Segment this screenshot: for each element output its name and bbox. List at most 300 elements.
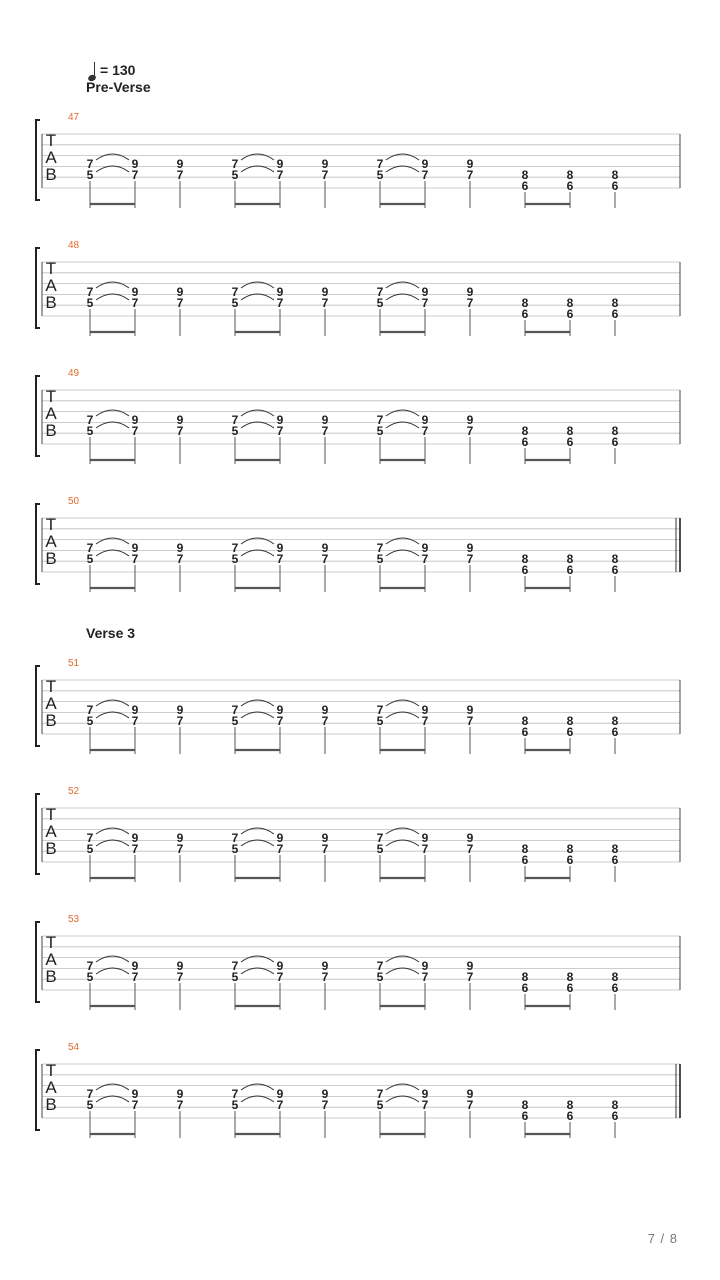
fret-number: 7 xyxy=(276,424,284,438)
fret-number: 7 xyxy=(376,285,384,299)
measure-number: 47 xyxy=(68,112,80,123)
tab-clef-letter: A xyxy=(45,694,57,713)
fret-number: 6 xyxy=(611,981,619,995)
fret-number: 7 xyxy=(131,842,139,856)
fret-number: 6 xyxy=(566,725,574,739)
tab-clef-letter: T xyxy=(45,259,57,278)
slur-arc-upper xyxy=(386,700,419,706)
fret-number: 6 xyxy=(611,1109,619,1123)
fret-number: 9 xyxy=(421,1087,429,1101)
fret-number: 8 xyxy=(521,296,529,310)
fret-number: 6 xyxy=(611,725,619,739)
fret-number: 9 xyxy=(466,831,474,845)
fret-number: 6 xyxy=(566,435,574,449)
tab-clef-letter: T xyxy=(45,387,57,406)
slur-arc-lower xyxy=(96,968,129,974)
fret-number: 9 xyxy=(131,541,139,555)
fret-number: 7 xyxy=(131,714,139,728)
tab-system xyxy=(0,108,720,208)
fret-number: 5 xyxy=(86,552,94,566)
tab-system xyxy=(0,1038,720,1138)
tab-system xyxy=(0,364,720,464)
slur-arc-lower xyxy=(386,166,419,172)
measure-number: 53 xyxy=(68,914,80,925)
fret-number: 6 xyxy=(521,981,529,995)
tab-system xyxy=(0,910,720,1010)
slur-arc-lower xyxy=(96,294,129,300)
slur-arc-lower xyxy=(386,712,419,718)
fret-number: 7 xyxy=(321,714,329,728)
fret-number: 7 xyxy=(176,1098,184,1112)
fret-number: 5 xyxy=(376,1098,384,1112)
fret-number: 9 xyxy=(131,959,139,973)
fret-number: 5 xyxy=(231,168,239,182)
fret-number: 7 xyxy=(86,541,94,555)
fret-number: 7 xyxy=(376,1087,384,1101)
fret-number: 7 xyxy=(276,714,284,728)
fret-number: 8 xyxy=(566,168,574,182)
fret-number: 7 xyxy=(86,413,94,427)
slur-arc-lower xyxy=(96,712,129,718)
fret-number: 7 xyxy=(176,424,184,438)
tab-staff xyxy=(0,654,720,754)
fret-number: 5 xyxy=(376,714,384,728)
slur-arc-upper xyxy=(241,282,274,288)
fret-number: 6 xyxy=(521,435,529,449)
fret-number: 7 xyxy=(466,714,474,728)
fret-number: 9 xyxy=(321,413,329,427)
fret-number: 9 xyxy=(276,285,284,299)
fret-number: 7 xyxy=(466,1098,474,1112)
fret-number: 5 xyxy=(231,296,239,310)
tempo-value: = 130 xyxy=(100,62,136,78)
fret-number: 6 xyxy=(566,981,574,995)
system-bracket xyxy=(36,794,40,874)
fret-number: 7 xyxy=(376,703,384,717)
fret-number: 7 xyxy=(86,831,94,845)
tab-clef-letter: A xyxy=(45,532,57,551)
fret-number: 7 xyxy=(276,1098,284,1112)
system-bracket xyxy=(36,120,40,200)
tab-clef-letter: A xyxy=(45,148,57,167)
fret-number: 7 xyxy=(131,424,139,438)
system-bracket xyxy=(36,666,40,746)
tab-system xyxy=(0,654,720,754)
tab-staff xyxy=(0,108,720,208)
fret-number: 9 xyxy=(176,831,184,845)
slur-arc-upper xyxy=(386,282,419,288)
fret-number: 9 xyxy=(176,285,184,299)
fret-number: 5 xyxy=(376,296,384,310)
fret-number: 7 xyxy=(231,959,239,973)
tab-clef-letter: T xyxy=(45,933,57,952)
slur-arc-upper xyxy=(241,410,274,416)
slur-arc-upper xyxy=(96,410,129,416)
fret-number: 9 xyxy=(421,413,429,427)
slur-arc-lower xyxy=(241,294,274,300)
fret-number: 9 xyxy=(421,541,429,555)
tab-clef-letter: T xyxy=(45,805,57,824)
fret-number: 9 xyxy=(176,157,184,171)
fret-number: 7 xyxy=(321,552,329,566)
fret-number: 8 xyxy=(566,842,574,856)
slur-arc-upper xyxy=(241,956,274,962)
tab-clef-letter: A xyxy=(45,276,57,295)
fret-number: 7 xyxy=(466,168,474,182)
fret-number: 8 xyxy=(611,970,619,984)
slur-arc-lower xyxy=(386,294,419,300)
tab-clef-letter: B xyxy=(45,421,57,440)
slur-arc-upper xyxy=(386,538,419,544)
tab-clef-letter: A xyxy=(45,1078,57,1097)
fret-number: 7 xyxy=(421,552,429,566)
measure-number: 49 xyxy=(68,368,80,379)
tab-staff xyxy=(0,910,720,1010)
fret-number: 9 xyxy=(421,157,429,171)
fret-number: 7 xyxy=(131,296,139,310)
slur-arc-upper xyxy=(386,828,419,834)
fret-number: 7 xyxy=(466,424,474,438)
fret-number: 9 xyxy=(321,157,329,171)
fret-number: 7 xyxy=(421,714,429,728)
fret-number: 9 xyxy=(276,541,284,555)
fret-number: 9 xyxy=(321,831,329,845)
slur-arc-upper xyxy=(241,1084,274,1090)
fret-number: 7 xyxy=(321,970,329,984)
fret-number: 9 xyxy=(466,157,474,171)
fret-number: 8 xyxy=(611,168,619,182)
slur-arc-lower xyxy=(96,422,129,428)
fret-number: 8 xyxy=(611,1098,619,1112)
fret-number: 9 xyxy=(276,703,284,717)
slur-arc-lower xyxy=(241,968,274,974)
slur-arc-lower xyxy=(386,550,419,556)
fret-number: 5 xyxy=(376,842,384,856)
fret-number: 5 xyxy=(86,970,94,984)
fret-number: 6 xyxy=(611,179,619,193)
measure-number: 51 xyxy=(68,658,80,669)
fret-number: 8 xyxy=(521,424,529,438)
tab-clef-letter: B xyxy=(45,293,57,312)
fret-number: 7 xyxy=(176,168,184,182)
slur-arc-lower xyxy=(386,840,419,846)
measure-number: 54 xyxy=(68,1042,80,1053)
system-bracket xyxy=(36,922,40,1002)
measure-number: 48 xyxy=(68,240,80,251)
fret-number: 8 xyxy=(566,714,574,728)
fret-number: 5 xyxy=(231,714,239,728)
tab-system xyxy=(0,236,720,336)
fret-number: 8 xyxy=(611,714,619,728)
slur-arc-lower xyxy=(96,1096,129,1102)
fret-number: 5 xyxy=(376,168,384,182)
fret-number: 9 xyxy=(421,831,429,845)
fret-number: 8 xyxy=(611,424,619,438)
fret-number: 8 xyxy=(566,970,574,984)
slur-arc-lower xyxy=(241,422,274,428)
fret-number: 9 xyxy=(176,959,184,973)
fret-number: 7 xyxy=(86,959,94,973)
fret-number: 9 xyxy=(276,413,284,427)
slur-arc-lower xyxy=(96,166,129,172)
slur-arc-upper xyxy=(96,154,129,160)
fret-number: 9 xyxy=(466,285,474,299)
tab-system xyxy=(0,492,720,592)
fret-number: 9 xyxy=(176,413,184,427)
slur-arc-upper xyxy=(386,956,419,962)
fret-number: 7 xyxy=(276,296,284,310)
fret-number: 7 xyxy=(86,157,94,171)
fret-number: 5 xyxy=(86,296,94,310)
fret-number: 9 xyxy=(131,157,139,171)
fret-number: 7 xyxy=(131,168,139,182)
fret-number: 7 xyxy=(176,714,184,728)
tab-clef-letter: T xyxy=(45,131,57,150)
slur-arc-upper xyxy=(96,282,129,288)
fret-number: 7 xyxy=(231,703,239,717)
fret-number: 8 xyxy=(521,168,529,182)
fret-number: 9 xyxy=(321,541,329,555)
fret-number: 8 xyxy=(566,424,574,438)
measure-number: 52 xyxy=(68,786,80,797)
tab-clef-letter: B xyxy=(45,165,57,184)
tab-staff xyxy=(0,364,720,464)
fret-number: 5 xyxy=(86,1098,94,1112)
fret-number: 6 xyxy=(566,1109,574,1123)
tab-staff xyxy=(0,1038,720,1138)
fret-number: 7 xyxy=(231,285,239,299)
fret-number: 7 xyxy=(466,842,474,856)
fret-number: 5 xyxy=(231,424,239,438)
fret-number: 9 xyxy=(276,959,284,973)
fret-number: 9 xyxy=(466,1087,474,1101)
slur-arc-lower xyxy=(386,422,419,428)
fret-number: 7 xyxy=(231,541,239,555)
fret-number: 5 xyxy=(231,842,239,856)
fret-number: 9 xyxy=(321,1087,329,1101)
slur-arc-lower xyxy=(241,840,274,846)
fret-number: 7 xyxy=(321,168,329,182)
fret-number: 9 xyxy=(466,541,474,555)
system-bracket xyxy=(36,1050,40,1130)
tab-staff xyxy=(0,492,720,592)
fret-number: 9 xyxy=(131,285,139,299)
slur-arc-upper xyxy=(386,154,419,160)
fret-number: 9 xyxy=(276,1087,284,1101)
slur-arc-lower xyxy=(386,968,419,974)
fret-number: 7 xyxy=(376,831,384,845)
system-bracket xyxy=(36,248,40,328)
fret-number: 7 xyxy=(276,970,284,984)
fret-number: 6 xyxy=(566,307,574,321)
slur-arc-upper xyxy=(386,1084,419,1090)
slur-arc-lower xyxy=(96,840,129,846)
fret-number: 9 xyxy=(176,541,184,555)
fret-number: 7 xyxy=(376,413,384,427)
slur-arc-lower xyxy=(241,550,274,556)
fret-number: 7 xyxy=(276,168,284,182)
fret-number: 7 xyxy=(86,703,94,717)
fret-number: 6 xyxy=(611,435,619,449)
fret-number: 6 xyxy=(521,853,529,867)
slur-arc-upper xyxy=(96,1084,129,1090)
fret-number: 8 xyxy=(521,1098,529,1112)
fret-number: 9 xyxy=(131,413,139,427)
fret-number: 7 xyxy=(376,157,384,171)
fret-number: 5 xyxy=(376,552,384,566)
fret-number: 7 xyxy=(131,552,139,566)
fret-number: 8 xyxy=(566,552,574,566)
tab-clef-letter: T xyxy=(45,1061,57,1080)
tab-clef-letter: A xyxy=(45,404,57,423)
slur-arc-upper xyxy=(241,154,274,160)
fret-number: 5 xyxy=(231,552,239,566)
slur-arc-upper xyxy=(96,538,129,544)
fret-number: 5 xyxy=(376,970,384,984)
fret-number: 7 xyxy=(231,1087,239,1101)
fret-number: 5 xyxy=(86,714,94,728)
fret-number: 6 xyxy=(521,307,529,321)
fret-number: 7 xyxy=(176,552,184,566)
fret-number: 7 xyxy=(131,1098,139,1112)
slur-arc-lower xyxy=(241,166,274,172)
tab-clef-letter: B xyxy=(45,967,57,986)
fret-number: 7 xyxy=(86,1087,94,1101)
fret-number: 7 xyxy=(176,842,184,856)
fret-number: 8 xyxy=(521,552,529,566)
fret-number: 8 xyxy=(521,842,529,856)
fret-number: 9 xyxy=(176,1087,184,1101)
fret-number: 9 xyxy=(131,831,139,845)
slur-arc-upper xyxy=(386,410,419,416)
fret-number: 9 xyxy=(321,285,329,299)
fret-number: 9 xyxy=(466,959,474,973)
tab-clef-letter: B xyxy=(45,1095,57,1114)
fret-number: 7 xyxy=(421,424,429,438)
fret-number: 7 xyxy=(421,970,429,984)
fret-number: 8 xyxy=(521,714,529,728)
fret-number: 6 xyxy=(566,853,574,867)
section-label-verse-3: Verse 3 xyxy=(86,625,136,641)
fret-number: 7 xyxy=(231,413,239,427)
fret-number: 7 xyxy=(466,296,474,310)
fret-number: 8 xyxy=(521,970,529,984)
fret-number: 8 xyxy=(611,296,619,310)
fret-number: 5 xyxy=(231,1098,239,1112)
fret-number: 8 xyxy=(611,552,619,566)
fret-number: 7 xyxy=(276,552,284,566)
slur-arc-lower xyxy=(96,550,129,556)
tab-clef-letter: B xyxy=(45,549,57,568)
fret-number: 9 xyxy=(276,157,284,171)
fret-number: 7 xyxy=(376,959,384,973)
fret-number: 9 xyxy=(466,703,474,717)
slur-arc-upper xyxy=(96,956,129,962)
fret-number: 7 xyxy=(421,168,429,182)
slur-arc-upper xyxy=(241,700,274,706)
fret-number: 6 xyxy=(521,563,529,577)
fret-number: 5 xyxy=(86,424,94,438)
fret-number: 7 xyxy=(321,1098,329,1112)
fret-number: 7 xyxy=(86,285,94,299)
fret-number: 7 xyxy=(421,842,429,856)
fret-number: 7 xyxy=(466,970,474,984)
section-label-pre-verse: Pre-Verse xyxy=(86,79,151,95)
slur-arc-upper xyxy=(96,828,129,834)
fret-number: 7 xyxy=(231,831,239,845)
fret-number: 6 xyxy=(611,853,619,867)
fret-number: 7 xyxy=(131,970,139,984)
tab-clef-letter: B xyxy=(45,711,57,730)
fret-number: 5 xyxy=(376,424,384,438)
fret-number: 6 xyxy=(611,307,619,321)
slur-arc-upper xyxy=(241,538,274,544)
fret-number: 7 xyxy=(276,842,284,856)
fret-number: 7 xyxy=(176,970,184,984)
fret-number: 7 xyxy=(421,1098,429,1112)
fret-number: 8 xyxy=(611,842,619,856)
fret-number: 9 xyxy=(421,285,429,299)
fret-number: 9 xyxy=(321,959,329,973)
tab-clef-letter: T xyxy=(45,677,57,696)
fret-number: 6 xyxy=(566,563,574,577)
system-bracket xyxy=(36,376,40,456)
tab-staff xyxy=(0,782,720,882)
fret-number: 7 xyxy=(466,552,474,566)
fret-number: 5 xyxy=(86,168,94,182)
fret-number: 7 xyxy=(321,842,329,856)
page-number: 7 / 8 xyxy=(647,1231,678,1246)
tab-clef-letter: T xyxy=(45,515,57,534)
slur-arc-lower xyxy=(386,1096,419,1102)
fret-number: 9 xyxy=(131,703,139,717)
slur-arc-lower xyxy=(241,1096,274,1102)
fret-number: 9 xyxy=(321,703,329,717)
slur-arc-lower xyxy=(241,712,274,718)
fret-number: 6 xyxy=(521,725,529,739)
fret-number: 7 xyxy=(176,296,184,310)
tab-clef-letter: A xyxy=(45,950,57,969)
fret-number: 8 xyxy=(566,296,574,310)
fret-number: 6 xyxy=(566,179,574,193)
fret-number: 9 xyxy=(466,413,474,427)
fret-number: 9 xyxy=(176,703,184,717)
measure-number: 50 xyxy=(68,496,80,507)
fret-number: 7 xyxy=(321,296,329,310)
fret-number: 8 xyxy=(566,1098,574,1112)
fret-number: 7 xyxy=(376,541,384,555)
fret-number: 7 xyxy=(321,424,329,438)
slur-arc-upper xyxy=(96,700,129,706)
fret-number: 6 xyxy=(611,563,619,577)
fret-number: 9 xyxy=(131,1087,139,1101)
fret-number: 5 xyxy=(231,970,239,984)
slur-arc-upper xyxy=(241,828,274,834)
fret-number: 7 xyxy=(421,296,429,310)
system-bracket xyxy=(36,504,40,584)
fret-number: 5 xyxy=(86,842,94,856)
fret-number: 9 xyxy=(421,703,429,717)
tab-clef-letter: B xyxy=(45,839,57,858)
fret-number: 9 xyxy=(421,959,429,973)
fret-number: 6 xyxy=(521,1109,529,1123)
fret-number: 9 xyxy=(276,831,284,845)
fret-number: 7 xyxy=(231,157,239,171)
tab-clef-letter: A xyxy=(45,822,57,841)
tab-staff xyxy=(0,236,720,336)
tab-system xyxy=(0,782,720,882)
fret-number: 6 xyxy=(521,179,529,193)
